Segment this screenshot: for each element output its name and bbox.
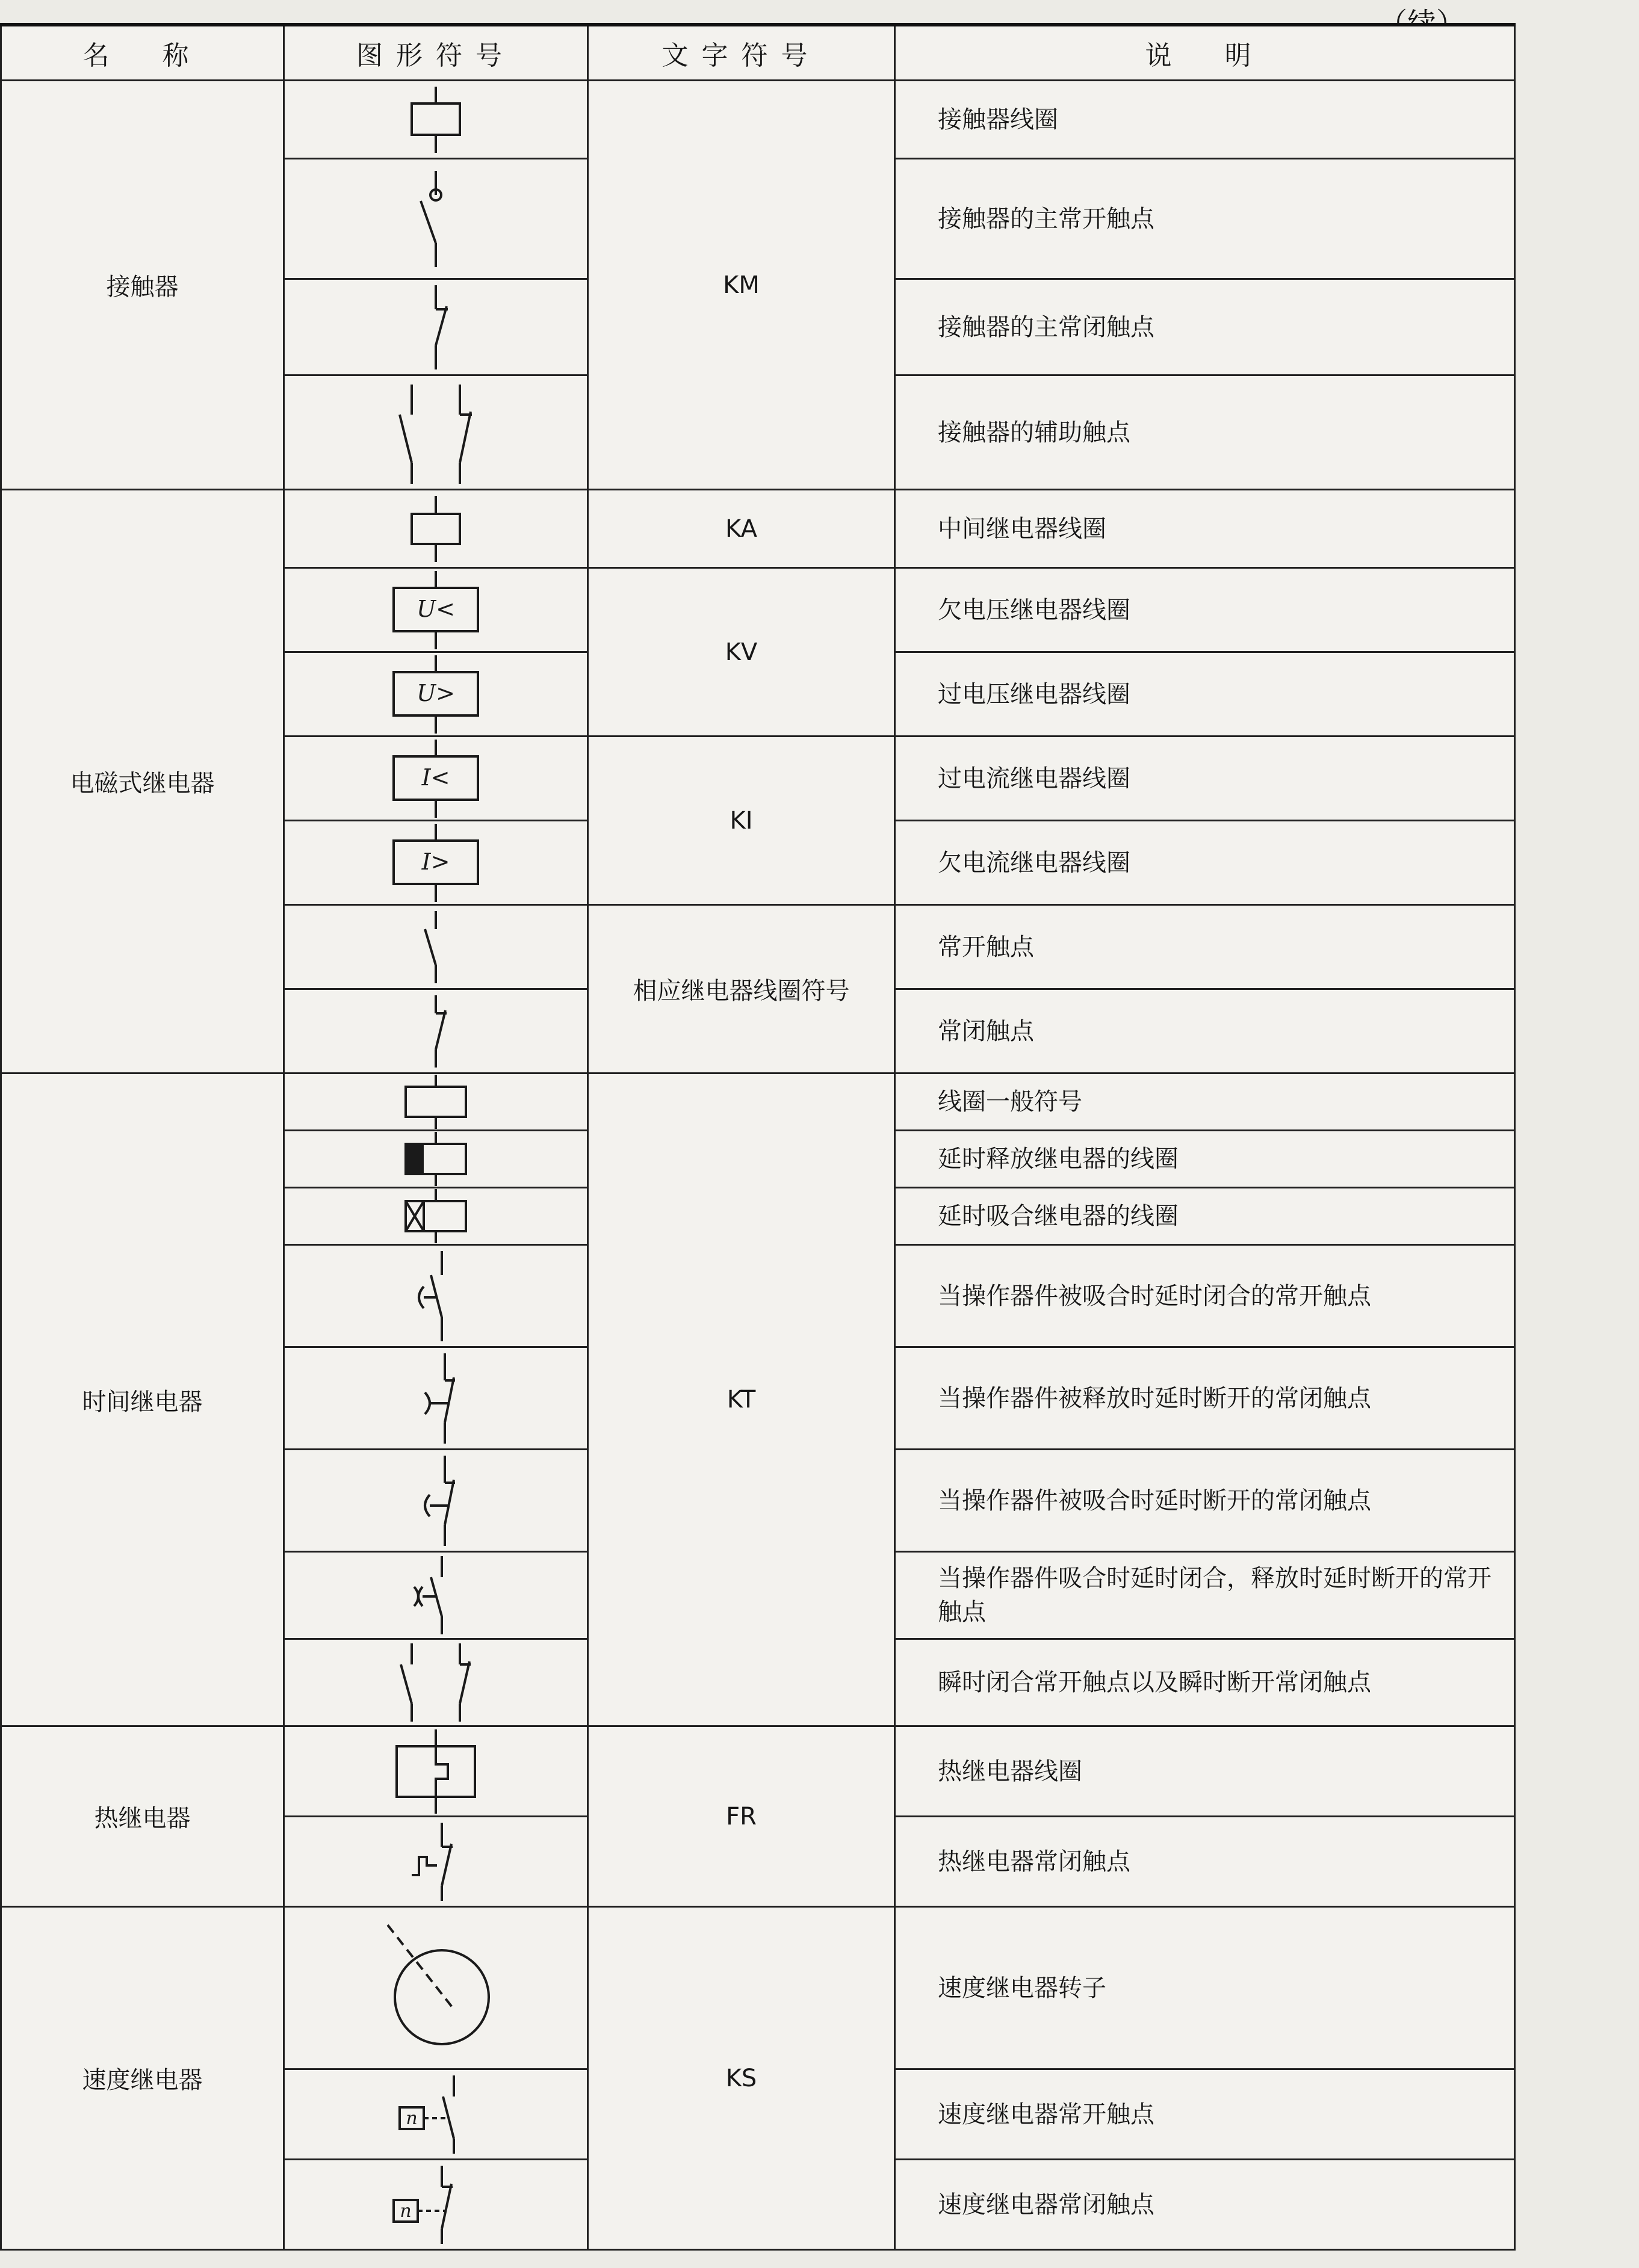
row-desc: 速度继电器转子	[895, 1907, 1515, 2069]
svg-text:I>: I>	[421, 848, 450, 875]
nc-contact-icon	[284, 989, 588, 1074]
speed-nc-contact-icon	[284, 2160, 588, 2250]
main-nc-contact-icon	[284, 279, 588, 375]
delay-close-no-contact-icon	[284, 1245, 588, 1347]
coil-icon	[284, 490, 588, 568]
delay-release-coil-icon	[284, 1131, 588, 1188]
code-fr: FR	[588, 1726, 895, 1907]
aux-contacts-icon	[284, 375, 588, 490]
svg-text:I<: I<	[421, 764, 450, 791]
row-desc: 常开触点	[895, 905, 1515, 989]
group-name: 时间继电器	[1, 1074, 284, 1726]
header-symbol: 图形符号	[284, 25, 588, 81]
coil-icon	[284, 81, 588, 159]
code-ki: KI	[588, 737, 895, 905]
table-row	[1, 81, 1515, 159]
code-ks: KS	[588, 1907, 895, 2250]
row-desc: 接触器线圈	[895, 81, 1515, 159]
coil-icon	[284, 1074, 588, 1131]
overcurrent-coil-icon	[284, 737, 588, 821]
undercurrent-coil-icon	[284, 821, 588, 905]
no-contact-icon	[284, 905, 588, 989]
group-name: 电磁式继电器	[1, 490, 284, 1074]
table-row	[1, 1074, 1515, 1131]
main-no-contact-icon	[284, 159, 588, 279]
speed-no-contact-icon	[284, 2069, 588, 2160]
delay-open-nc-contact-2-icon	[284, 1450, 588, 1552]
symbol-table	[0, 23, 1516, 2251]
code-kt: KT	[588, 1074, 895, 1726]
code-corresponding: 相应继电器线圈符号	[588, 905, 895, 1074]
row-desc: 瞬时闭合常开触点以及瞬时断开常闭触点	[895, 1639, 1515, 1726]
group-name: 接触器	[1, 81, 284, 490]
svg-text:U>: U>	[417, 679, 455, 706]
table-row	[1, 490, 1515, 568]
svg-text:n: n	[400, 2200, 412, 2222]
row-desc: 热继电器常闭触点	[895, 1817, 1515, 1907]
thermal-nc-contact-icon	[284, 1817, 588, 1907]
row-desc: 速度继电器常闭触点	[895, 2160, 1515, 2250]
row-desc: 接触器的辅助触点	[895, 375, 1515, 490]
code-ka: KA	[588, 490, 895, 568]
table-row	[1, 1726, 1515, 1817]
row-desc: 欠电流继电器线圈	[895, 821, 1515, 905]
code-kv: KV	[588, 568, 895, 737]
row-desc: 接触器的主常闭触点	[895, 279, 1515, 375]
header-row	[1, 25, 1515, 81]
svg-text:U<: U<	[417, 595, 455, 622]
svg-text:n: n	[406, 2107, 418, 2129]
group-name: 热继电器	[1, 1726, 284, 1907]
row-desc: 当操作器件吸合时延时闭合，释放时延时断开的常开触点	[895, 1552, 1515, 1639]
undervoltage-coil-icon	[284, 568, 588, 652]
group-name: 速度继电器	[1, 1907, 284, 2250]
row-desc: 中间继电器线圈	[895, 490, 1515, 568]
header-desc: 说 明	[895, 25, 1515, 81]
row-desc: 当操作器件被吸合时延时断开的常闭触点	[895, 1450, 1515, 1552]
rotor-icon	[284, 1907, 588, 2069]
row-desc: 欠电压继电器线圈	[895, 568, 1515, 652]
row-desc: 线圈一般符号	[895, 1074, 1515, 1131]
instant-contacts-icon	[284, 1639, 588, 1726]
row-desc: 速度继电器常开触点	[895, 2069, 1515, 2160]
row-desc: 当操作器件被吸合时延时闭合的常开触点	[895, 1245, 1515, 1347]
row-desc: 延时吸合继电器的线圈	[895, 1188, 1515, 1245]
delay-pickup-coil-icon	[284, 1188, 588, 1245]
table-row	[1, 1907, 1515, 2069]
header-name: 名 称	[1, 25, 284, 81]
thermal-element-icon	[284, 1726, 588, 1817]
code-km: KM	[588, 81, 895, 490]
row-desc: 过电压继电器线圈	[895, 652, 1515, 737]
row-desc: 热继电器线圈	[895, 1726, 1515, 1817]
row-desc: 过电流继电器线圈	[895, 737, 1515, 821]
delay-both-no-contact-icon	[284, 1552, 588, 1639]
delay-open-nc-contact-icon	[284, 1347, 588, 1450]
row-desc: 常闭触点	[895, 989, 1515, 1074]
row-desc: 延时释放继电器的线圈	[895, 1131, 1515, 1188]
header-code: 文字符号	[588, 25, 895, 81]
row-desc: 接触器的主常开触点	[895, 159, 1515, 279]
overvoltage-coil-icon	[284, 652, 588, 737]
row-desc: 当操作器件被释放时延时断开的常闭触点	[895, 1347, 1515, 1450]
